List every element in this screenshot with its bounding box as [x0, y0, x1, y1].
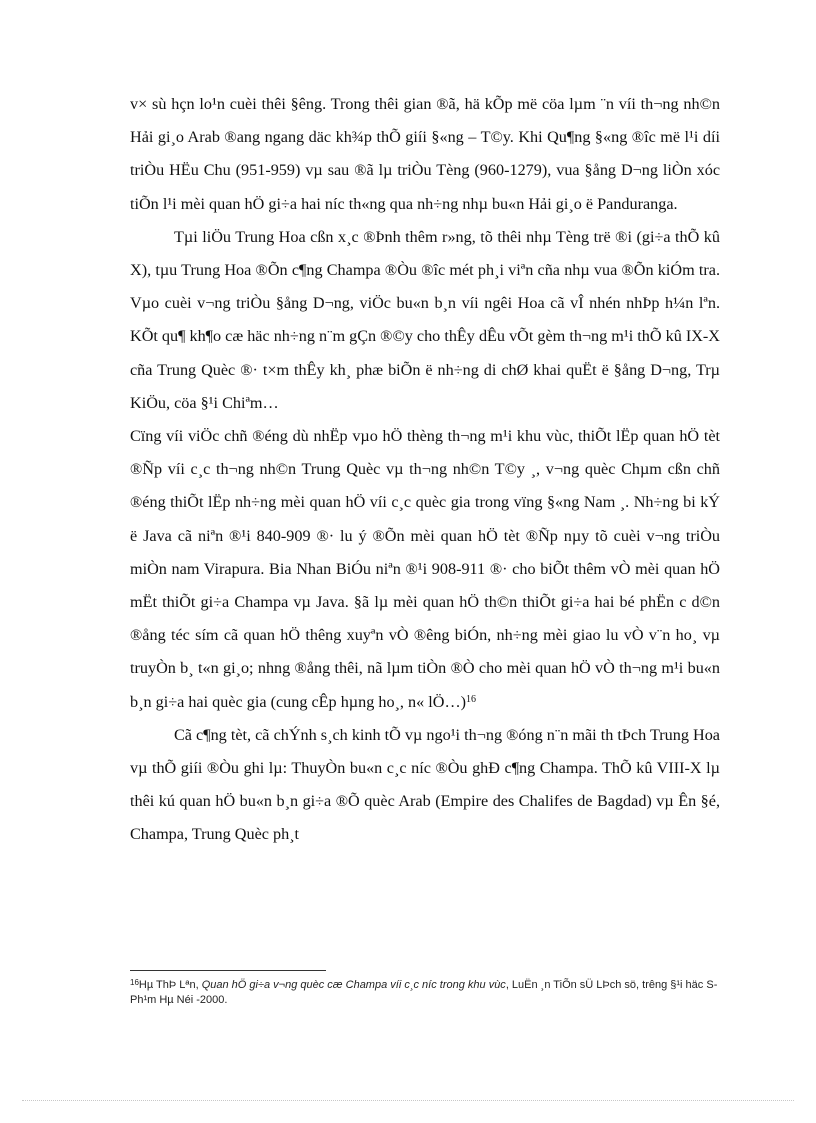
paragraph-4-text: Cã c¶ng tèt, cã chÝnh s¸ch kinh tÕ vµ ngo¹i th¬ng ®óng n¨n mãi th tÞch Trung Hoa vµ thÕ giíi ®Òu ghi lµ: ThuyÒn bu«n c¸c níc ®Òu ghÐ c¶ng Champa. ThÕ kû VIII-X lµ thêi kú quan hÖ bu«n b¸n gi÷a ®Õ quèc Arab (Empire des Chalifes de Bagdad) vµ Ên §é, Champa, Trung Quèc ph¸t — [130, 725, 720, 844]
paragraph-2-text: Tµi liÖu Trung Hoa cßn x¸c ®Þnh thêm r»ng, tõ thêi nhµ Tèng trë ®i (gi÷a thÕ kû X), tµu Trung Hoa ®Õn c¶ng Champa ®Òu ®îc mét ph¸i viªn cña nhµ vua ®Õn kiÓm tra. Vµo cuèi v¬ng triÒu §ång D¬ng, viÖc bu«n b¸n víi ngêi Hoa cã vÎ nhén nhÞp h¼n lªn. KÕt qu¶ kh¶o cæ häc nh÷ng n¨m gÇn ®©y cho thÊy dÊu vÕt gèm th¬ng m¹i thÕ kû IX-X cña Trung Quèc ®· t×m thÊy kh¸ phæ biÕn ë nh÷ng di chØ khai quËt ë §ång D¬ng, Trµ KiÖu, cöa §¹i Chiªm… — [130, 227, 720, 412]
footnote — [130, 978, 730, 1008]
body-text — [130, 88, 720, 852]
paragraph-3-text: Cïng víi viÖc chñ ®éng dù nhËp vµo hÖ thèng th¬ng m¹i khu vùc, thiÕt lËp quan hÖ tèt ®Ñp víi c¸c th¬ng nh©n Trung Quèc vµ th¬ng nh©n T©y ¸, v¬ng quèc Chµm cßn chñ ®éng thiÕt lËp nh÷ng mèi quan hÖ víi c¸c quèc gia trong vïng §«ng Nam ¸. Nh÷ng bi kÝ ë Java cã niªn ®¹i 840-909 ®· lu ý ®Õn mèi quan hÖ tèt ®Ñp nµy tõ cuèi v¬ng triÒu miÒn nam Virapura. Bia Nhan BiÓu niªn ®¹i 908-911 ®· cho biÕt thêm vÒ mèi quan hÖ mËt thiÕt gi÷a Champa vµ Java. §ã lµ mèi quan hÖ th©n thiÕt gi÷a hai bé phËn c d©n ®ång téc sím cã quan hÖ thêng xuyªn vÒ ®êng biÓn, nh÷ng mèi giao lu vÒ v¨n ho¸ vµ truyÒn b¸ t«n gi¸o; nhng ®ång thêi, nã lµm tiÒn ®Ò cho mèi quan hÖ vÒ th¬ng m¹i bu«n b¸n gi÷a hai quèc gia (cung cÊp hµng ho¸, n« lÖ…) — [130, 427, 720, 711]
paragraph-1 — [130, 88, 720, 221]
footnote-title: Quan hÖ gi÷a v¬ng quèc cæ Champa víi c¸c níc trong khu vùc — [201, 979, 506, 991]
footnote-separator — [130, 970, 326, 971]
paragraph-4 — [130, 719, 720, 852]
page-bottom-border — [22, 1100, 794, 1101]
paragraph-1-text: v× sù hçn lo¹n cuèi thêi §êng. Trong thêi gian ®ã, hä kÕp më cöa lµm ¨n víi th¬ng nh©n Hải gi¸o Arab ®ang ngang däc kh¾p thÕ giíi §«ng – T©y. Khi Qu¶ng §«ng ®îc më l¹i díi triÒu HËu Chu (951-959) vµ sau ®ã lµ triÒu Tèng (960-1279), vua §ång D¬ng liÒn xóc tiÕn l¹i mèi quan hÖ gi÷a hai níc th«ng qua nh÷ng nhµ bu«n Hải gi¸o ë Panduranga. — [130, 95, 720, 213]
footnote-rest: , LuËn ¸n TiÕn sÜ LÞch sö, trêng §¹i häc S Ph¹m Hµ Néi -2000. — [130, 979, 718, 1006]
paragraph-2 — [130, 221, 720, 420]
footnote-reference[interactable]: 16 — [466, 693, 477, 705]
footnote-lead: Hµ ThÞ Lªn, — [138, 979, 202, 991]
footnote-number: 16 — [130, 978, 139, 987]
paragraph-3 — [130, 420, 720, 719]
